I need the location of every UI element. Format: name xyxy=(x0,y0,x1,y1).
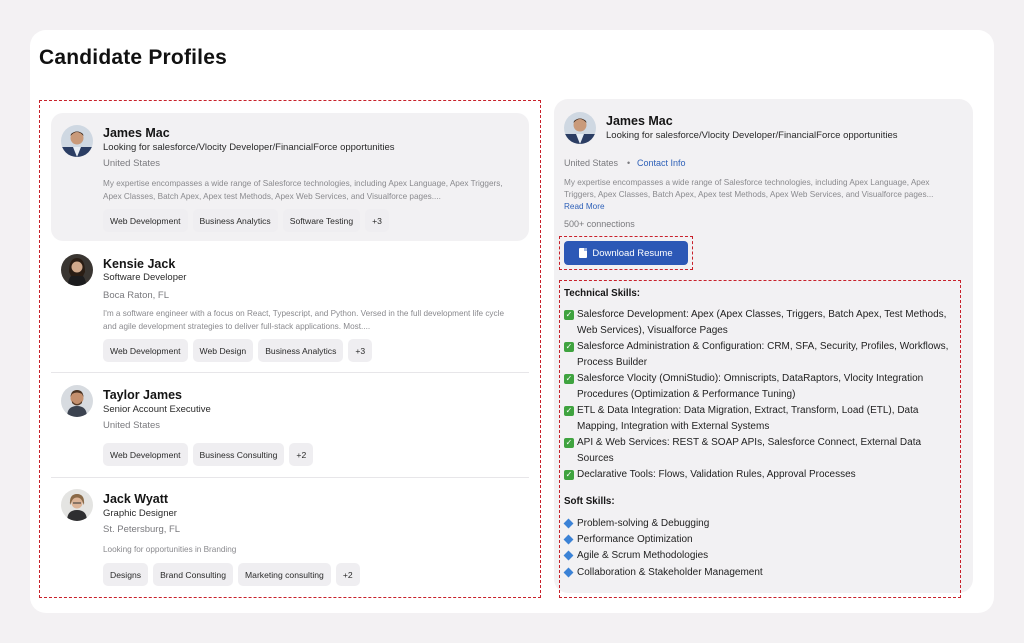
candidate-name: Jack Wyatt xyxy=(103,492,169,506)
check-icon: ✓ xyxy=(565,470,573,479)
candidate-role: Looking for salesforce/Vlocity Developer/FinancialForce opportunities xyxy=(103,142,395,153)
highlight-box-skills xyxy=(559,280,961,598)
contact-info-link[interactable]: Contact Info xyxy=(637,158,686,168)
more-tags-chip[interactable]: +2 xyxy=(336,563,360,586)
candidate-role: Software Developer xyxy=(103,272,187,283)
candidate-location: United States xyxy=(103,420,161,431)
tag-chip[interactable]: Web Development xyxy=(103,209,188,232)
technical-skills-heading: Technical Skills: xyxy=(564,288,641,299)
tag-chip[interactable]: Brand Consulting xyxy=(153,563,233,586)
candidate-location: St. Petersburg, FL xyxy=(103,524,181,535)
skill-text: Salesforce Administration & Configuration: CRM, SFA, Security, Profiles, Workflows, Process Builder xyxy=(577,341,949,368)
candidate-name: Kensie Jack xyxy=(103,257,176,271)
detail-location: United States xyxy=(564,158,619,168)
more-tags-chip[interactable]: +3 xyxy=(365,209,389,232)
download-resume-label: Download Resume xyxy=(592,247,673,259)
more-tags-chip[interactable]: +3 xyxy=(348,339,372,362)
skill-text: Salesforce Development: Apex (Apex Classes, Triggers, Batch Apex, Test Methods, Web Services), Visualforce Pages xyxy=(577,309,947,336)
candidate-name: James Mac xyxy=(103,126,170,140)
tag-chip[interactable]: Business Consulting xyxy=(193,443,285,466)
check-icon: ✓ xyxy=(565,342,573,351)
skill-text: ETL & Data Integration: Data Migration, Extract, Transform, Load (ETL), Data Mapping, Integration with External Systems xyxy=(577,405,919,432)
detail-about-text: My expertise encompasses a wide range of Salesforce technologies, including Apex Language, Apex Triggers, Apex Classes, Batch Apex, Apex test Methods, Apex Web Services, and Visualforce pages... xyxy=(564,178,934,199)
detail-role: Looking for salesforce/Vlocity Developer/FinancialForce opportunities xyxy=(606,130,898,141)
candidate-about: My expertise encompasses a wide range of Salesforce technologies, including Apex Language, Apex Triggers, Apex Classes, Batch Apex, Apex test Methods, Apex Web Services, and Visualforce pages.... xyxy=(103,179,503,201)
tag-chip[interactable]: Web Development xyxy=(103,443,188,466)
skill-text: Salesforce Vlocity (OmniStudio): Omniscripts, DataRaptors, Vlocity Integration Procedures (Optimization & Performance Tuning) xyxy=(577,373,924,400)
detail-avatar xyxy=(564,112,596,144)
skill-text: API & Web Services: REST & SOAP APIs, Salesforce Connect, External Data Sources xyxy=(577,437,922,464)
candidate-location: Boca Raton, FL xyxy=(103,290,170,301)
soft-skills-heading: Soft Skills: xyxy=(564,496,615,507)
dot-separator: • xyxy=(627,158,631,168)
detail-about xyxy=(564,177,954,213)
tag-chip[interactable]: Software Testing xyxy=(283,209,360,232)
highlight-box-download-button xyxy=(559,236,693,270)
check-icon: ✓ xyxy=(565,438,573,447)
connections-count: 500+ connections xyxy=(564,219,635,229)
skill-text: Agile & Scrum Methodologies xyxy=(577,550,709,561)
skill-text: Performance Optimization xyxy=(577,534,693,545)
tag-chip[interactable]: Designs xyxy=(103,563,148,586)
read-more-link[interactable]: Read More xyxy=(564,202,605,211)
skill-text: Problem-solving & Debugging xyxy=(577,518,710,529)
skill-text: Collaboration & Stakeholder Management xyxy=(577,567,763,578)
highlight-box-candidate-list xyxy=(39,100,541,598)
tag-chip[interactable]: Web Development xyxy=(103,339,188,362)
check-icon: ✓ xyxy=(565,310,573,319)
tag-chip[interactable]: Business Analytics xyxy=(258,339,343,362)
candidate-role: Graphic Designer xyxy=(103,508,177,519)
page-title: Candidate Profiles xyxy=(39,46,227,69)
check-icon: ✓ xyxy=(565,406,573,415)
tag-chip[interactable]: Web Design xyxy=(193,339,254,362)
candidate-name: Taylor James xyxy=(103,388,182,402)
candidate-role: Senior Account Executive xyxy=(103,404,211,415)
detail-name: James Mac xyxy=(606,114,673,128)
candidate-about: Looking for opportunities in Branding xyxy=(103,545,237,554)
skill-text: Declarative Tools: Flows, Validation Rules, Approval Processes xyxy=(577,469,856,480)
tag-chip[interactable]: Marketing consulting xyxy=(238,563,331,586)
candidate-location: United States xyxy=(103,158,161,169)
candidate-about: I'm a software engineer with a focus on React, Typescript, and Python. Versed in the full development life cycle and agile development strategies to deliver full-stack applications. Most.... xyxy=(103,309,504,331)
tag-chip[interactable]: Business Analytics xyxy=(193,209,278,232)
more-tags-chip[interactable]: +2 xyxy=(289,443,313,466)
check-icon: ✓ xyxy=(565,374,573,383)
